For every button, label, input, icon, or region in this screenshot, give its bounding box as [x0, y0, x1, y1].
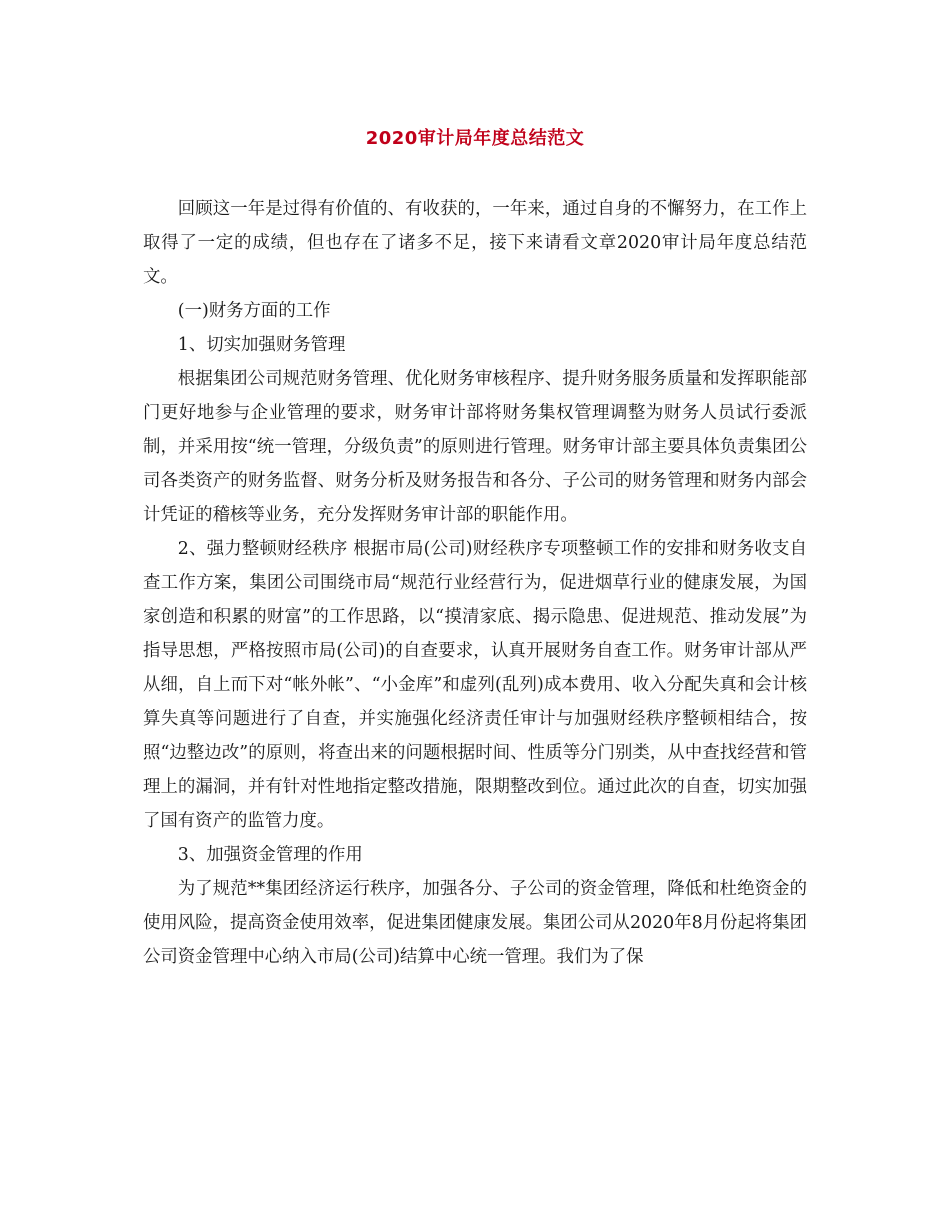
- paragraph-fund-management: 为了规范**集团经济运行秩序，加强各分、子公司的资金管理，降低和杜绝资金的使用风险，提高资金使用效率，促进集团健康发展。集团公司从2020年8月份起将集团公司资金管理中心纳入市局(公司)结算中心统一管理。我们为了保: [143, 879, 807, 967]
- paragraph-financial-order: 2、强力整顿财经秩序 根据市局(公司)财经秩序专项整顿工作的安排和财务收支自查工作方案，集团公司围绕市局“规范行业经营行为，促进烟草行业的健康发展，为国家创造和积累的财富”的工作思路，以“摸清家底、揭示隐患、促进规范、推动发展”为指导思想，严格按照市局(公司)的自查要求，认真开展财务自查工作。财务审计部从严从细，自上而下对“帐外帐”、“小金库”和虚列(乱列)成本费用、收入分配失真和会计核算失真等问题进行了自查，并实施强化经济责任审计与加强财经秩序整顿相结合，按照“边整边改”的原则，将查出来的问题根据时间、性质等分门别类，从中查找经营和管理上的漏洞，并有针对性地指定整改措施，限期整改到位。通过此次的自查，切实加强了国有资产的监管力度。: [143, 539, 807, 831]
- paragraph-finance-management: 根据集团公司规范财务管理、优化财务审核程序、提升财务服务质量和发挥职能部门更好地参与企业管理的要求，财务审计部将财务集权管理调整为财务人员试行委派制，并采用按“统一管理，分级负责”的原则进行管理。财务审计部主要具体负责集团公司各类资产的财务监督、财务分析及财务报告和各分、子公司的财务管理和财务内部会计凭证的稽核等业务，充分发挥财务审计部的职能作用。: [143, 369, 807, 525]
- subheading-1: 1、切实加强财务管理: [177, 335, 346, 355]
- document-title: 2020审计局年度总结范文: [365, 128, 585, 149]
- subheading-3: 3、加强资金管理的作用: [177, 845, 363, 865]
- section-heading-finance: (一)财务方面的工作: [177, 301, 331, 321]
- document-body: [143, 192, 807, 974]
- paragraph-intro: 回顾这一年是过得有价值的、有收获的，一年来，通过自身的不懈努力，在工作上取得了一定的成绩，但也存在了诸多不足，接下来请看文章2020审计局年度总结范文。: [143, 199, 807, 287]
